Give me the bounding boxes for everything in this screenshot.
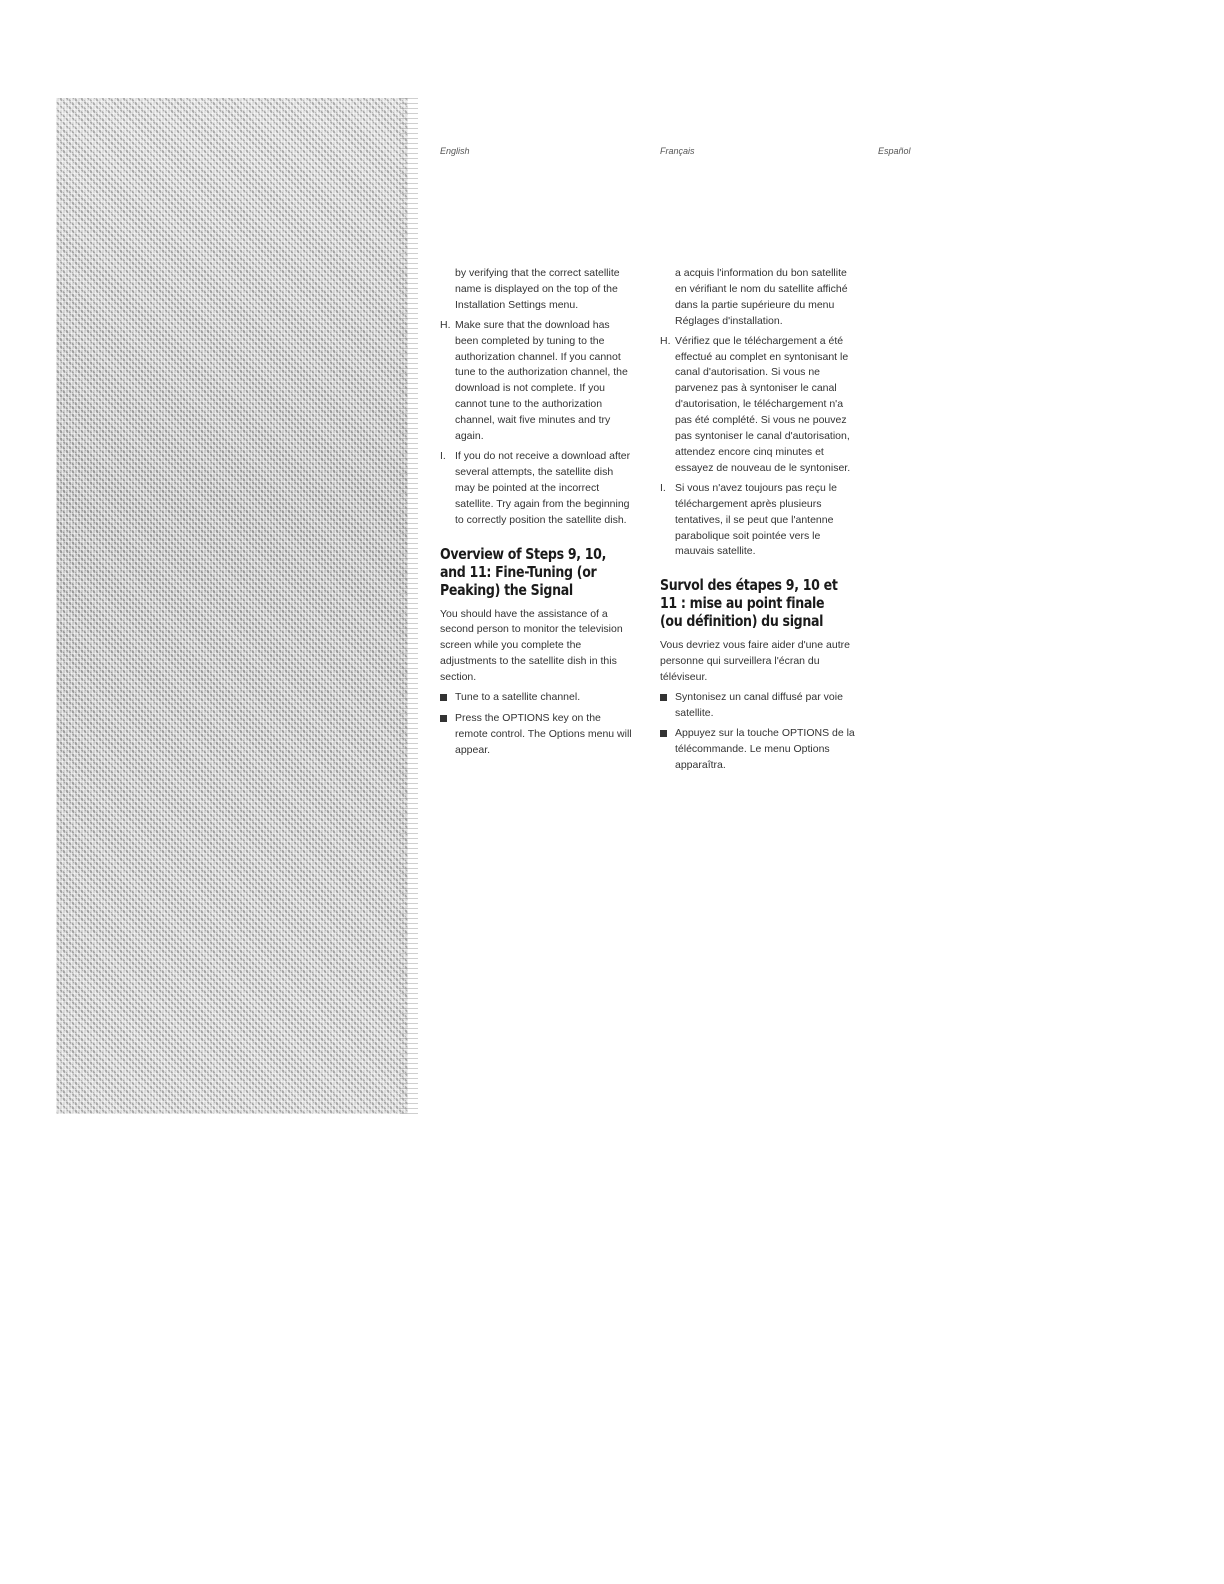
- english-step-2: [440, 711, 635, 759]
- step-icon: [660, 726, 675, 774]
- english-intro: You should have the assistance of a second person to monitor the television screen while you complete the adjustments to the satellite dish in this section.: [440, 607, 623, 684]
- french-step-2: [660, 726, 856, 774]
- french-column: [660, 266, 856, 778]
- step-icon: [660, 690, 675, 722]
- item-marker: H.: [660, 334, 671, 347]
- english-item-i: [440, 449, 635, 529]
- english-step-1: [440, 690, 635, 707]
- language-label-english: English: [440, 146, 470, 156]
- step-icon: [440, 711, 455, 759]
- item-marker: I.: [440, 449, 446, 462]
- item-text: Si vous n'avez toujours pas reçu le téléchargement après plusieurs tentatives, il se peut que l'antenne parabolique soit pointée vers le mauvais satellite.: [675, 481, 837, 558]
- french-section-heading: Survol des étapes 9, 10 et 11 : mise au point finale (ou définition) du signal: [660, 576, 838, 631]
- french-item-h: [660, 334, 856, 477]
- step-icon: [440, 690, 455, 707]
- english-section-heading: Overview of Steps 9, 10, and 11: Fine-Tuning (or Peaking) the Signal: [440, 544, 607, 599]
- item-text: Make sure that the download has been completed by tuning to the authorization channel. If you cannot tune to the authorization channel, the download is not complete. If you cannot tune to the authorization channel, wait five minutes and try again.: [455, 318, 628, 443]
- french-step-1: [660, 690, 856, 722]
- language-label-spanish: Español: [878, 146, 911, 156]
- step-text: Tune to a satellite channel.: [455, 691, 581, 704]
- item-marker: H.: [440, 318, 451, 331]
- english-item-h: [440, 318, 635, 445]
- english-column: [440, 266, 635, 763]
- item-text: If you do not receive a download after several attempts, the satellite dish may be pointed at the incorrect satellite. Try again from the beginning to correctly position the satellite dish.: [455, 449, 631, 526]
- item-text: Vérifiez que le téléchargement a été effectué au complet en syntonisant le canal d'autorisation. Si vous ne parvenez pas à syntoniser le canal d'autorisation, le téléchargement n'a pas été complété. Si vous ne pouvez pas syntoniser le canal d'autorisation, attendez encore cinq minutes et essayez de nouveau de le syntoniser.: [675, 334, 851, 474]
- step-text: Press the OPTIONS key on the remote control. The Options menu will appear.: [455, 711, 632, 756]
- french-intro: Vous devriez vous faire aider d'une autre personne qui surveillera l'écran du téléviseur.: [660, 639, 850, 684]
- french-continuation: a acquis l'information du bon satellite en vérifiant le nom du satellite affiché dans la partie supérieure du menu Réglages d'installation.: [675, 267, 848, 327]
- language-label-french: Français: [660, 146, 695, 156]
- french-item-i: [660, 481, 856, 561]
- english-continuation: by verifying that the correct satellite name is displayed on the top of the Installation Settings menu.: [455, 267, 620, 311]
- step-text: Appuyez sur la touche OPTIONS de la télécommande. Le menu Options apparaîtra.: [675, 726, 855, 771]
- item-marker: I.: [660, 481, 666, 494]
- step-text: Syntonisez un canal diffusé par voie satellite.: [675, 691, 843, 719]
- halftone-photo: [56, 98, 408, 1114]
